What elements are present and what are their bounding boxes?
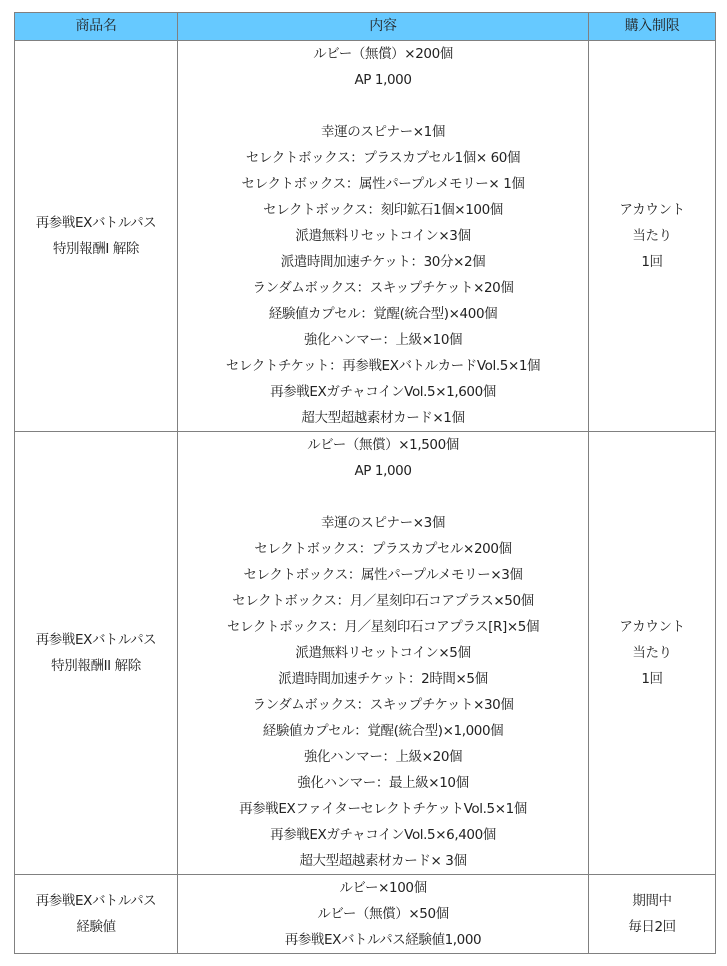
purchase-limit-cell [589, 41, 716, 432]
content-item: セレクトボックス：属性パープルメモリー×3個 [243, 567, 523, 583]
content-item: 強化ハンマー：最上級×10個 [297, 775, 469, 791]
purchase-limit-line: 1回 [641, 671, 663, 687]
content-item: 派遣時間加速チケット：2時間×5個 [278, 671, 488, 687]
product-name-cell [15, 875, 178, 954]
content-item: 超大型超越素材カード×1個 [301, 410, 465, 426]
table-header-row [15, 13, 716, 41]
content-item: セレクトボックス：プラスカプセル1個× 60個 [245, 150, 521, 166]
content-item: ルビー（無償）×50個 [317, 906, 449, 922]
product-name-line: 再参戦EXバトルパス [35, 632, 157, 648]
contents-cell [178, 41, 589, 432]
purchase-limit-cell [589, 432, 716, 875]
content-item: 再参戦EXガチャコインVol.5×6,400個 [270, 827, 496, 843]
content-item: AP 1,000 [354, 72, 412, 88]
content-item: 派遣無料リセットコイン×5個 [295, 645, 471, 661]
content-item: 幸運のスピナー×1個 [321, 124, 445, 140]
content-item: ルビー×100個 [339, 880, 427, 896]
table-row [15, 875, 716, 954]
content-item: 経験値カプセル：覚醒(統合型)×400個 [268, 306, 498, 322]
purchase-limit-line: アカウント [619, 202, 685, 218]
product-name-line: 再参戦EXバトルパス [35, 215, 157, 231]
content-item: ランダムボックス：スキップチケット×20個 [252, 280, 514, 296]
content-item: 再参戦EXガチャコインVol.5×1,600個 [270, 384, 496, 400]
purchase-limit-line: 毎日2回 [628, 919, 676, 935]
product-name-line: 再参戦EXバトルパス [35, 893, 157, 909]
content-item: ランダムボックス：スキップチケット×30個 [252, 697, 514, 713]
content-item: 派遣時間加速チケット：30分×2個 [280, 254, 486, 270]
purchase-limit-line: 期間中 [632, 893, 672, 909]
purchase-limit-line: アカウント [619, 619, 685, 635]
content-item: 再参戦EXバトルパス経験値1,000 [284, 932, 482, 948]
product-name-cell [15, 432, 178, 875]
column-header-contents: 内容 [178, 13, 589, 41]
rewards-table [14, 12, 716, 954]
purchase-limit-cell [589, 875, 716, 954]
content-item: セレクトボックス：月／星刻印石コアプラス×50個 [232, 593, 534, 609]
purchase-limit-line: 当たり [632, 645, 672, 661]
content-item: セレクトボックス：月／星刻印石コアプラス[R]×5個 [226, 619, 540, 635]
content-item: セレクトボックス：属性パープルメモリー× 1個 [241, 176, 525, 192]
content-item: 経験値カプセル：覚醒(統合型)×1,000個 [262, 723, 504, 739]
content-item: ルビー（無償）×1,500個 [307, 437, 459, 453]
product-name-cell [15, 41, 178, 432]
product-name-line: 特別報酬I 解除 [52, 241, 140, 257]
content-item: 幸運のスピナー×3個 [321, 515, 445, 531]
table-row [15, 432, 716, 875]
content-item: 強化ハンマー：上級×10個 [303, 332, 463, 348]
content-item: AP 1,000 [354, 463, 412, 479]
product-name-line: 経験値 [76, 919, 116, 935]
contents-cell [178, 875, 589, 954]
purchase-limit-line: 当たり [632, 228, 672, 244]
content-item: 再参戦EXファイターセレクトチケットVol.5×1個 [239, 801, 527, 817]
column-header-purchase-limit: 購入制限 [589, 13, 716, 41]
column-header-product-name: 商品名 [15, 13, 178, 41]
content-item: 派遣無料リセットコイン×3個 [295, 228, 471, 244]
purchase-limit-line: 1回 [641, 254, 663, 270]
content-item: 超大型超越素材カード× 3個 [299, 853, 467, 869]
content-item: 強化ハンマー：上級×20個 [303, 749, 463, 765]
content-item: セレクトボックス：プラスカプセル×200個 [254, 541, 512, 557]
content-item: ルビー（無償）×200個 [313, 46, 453, 62]
contents-cell [178, 432, 589, 875]
product-name-line: 特別報酬II 解除 [51, 658, 141, 674]
content-item: セレクトチケット：再参戦EXバトルカードVol.5×1個 [225, 358, 541, 374]
table-row [15, 41, 716, 432]
content-item: セレクトボックス：刻印鉱石1個×100個 [263, 202, 503, 218]
